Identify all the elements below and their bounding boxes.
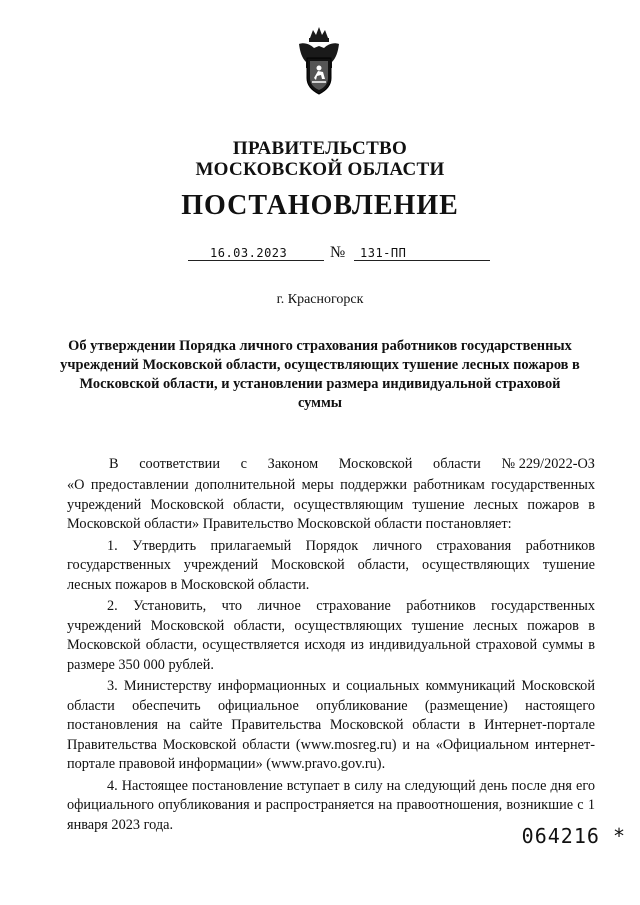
- date-underline: [188, 260, 324, 261]
- preamble-text: «О предоставлении дополнительной меры поддержки работникам государственных учреждений Московской области, осуществляющим тушение лесных пожаров в Московской области» Правительство Московской области постановляет:: [67, 477, 595, 532]
- preamble-word: В: [109, 456, 119, 472]
- serial-number: 064216 *: [521, 824, 626, 848]
- preamble-word: с: [240, 456, 248, 472]
- document-type-heading: ПОСТАНОВЛЕНИЕ: [181, 190, 459, 221]
- decree-date: 16.03.2023: [210, 246, 288, 260]
- preamble-word: области: [433, 456, 481, 472]
- clause-2: 2. Установить, что личное страхование работников государственных учреждений Московской области, осуществляющих тушение лесных пожаров в Московской области, осуществляется исходя из индивидуальной страховой суммы в размере 350 000 рублей.: [67, 598, 595, 673]
- government-title-line1: ПРАВИТЕЛЬСТВО: [232, 138, 408, 159]
- clause-4: 4. Настоящее постановление вступает в силу на следующий день после дня его официального опубликования и распространяется на правоотношения, возникшие с 1 января 2023 года.: [67, 777, 595, 833]
- preamble-word: соответствии: [139, 456, 220, 472]
- clause-1: 1. Утвердить прилагаемый Порядок личного страхования работников государственных учреждений Московской области, осуществляющих тушение лесных пожаров в Московской области.: [67, 537, 595, 593]
- city-name: г. Красногорск: [276, 292, 364, 307]
- preamble-word: № 229/2022-ОЗ: [501, 456, 595, 472]
- decree-number: 131-ПП: [360, 246, 407, 260]
- document-body: [67, 476, 595, 837]
- number-sign: №: [330, 244, 346, 261]
- clause-3: 3. Министерству информационных и социальных коммуникаций Московской области обеспечить официальное опубликование (размещение) настоящего постановления на сайте Правительства Московской области в Интернет-портале Правительства Московской области (www.mosreg.ru) и на «Официальном интернет-портале правовой информации» (www.pravo.gov.ru).: [67, 678, 595, 772]
- date-number-line: [0, 246, 640, 266]
- government-title-line2: МОСКОВСКОЙ ОБЛАСТИ: [195, 159, 445, 180]
- number-underline: [354, 260, 490, 261]
- preamble-word: Московской: [338, 456, 413, 472]
- preamble-first-line: [67, 456, 595, 473]
- preamble-word: Законом: [267, 456, 319, 472]
- document-title: Об утверждении Порядка личного страхования работников государственных учреждений Московской области, осуществляющих тушение лесных пожаров в Московской области, и установлении размера индивидуальной страховой суммы: [60, 338, 580, 411]
- coat-of-arms-icon: [296, 24, 342, 96]
